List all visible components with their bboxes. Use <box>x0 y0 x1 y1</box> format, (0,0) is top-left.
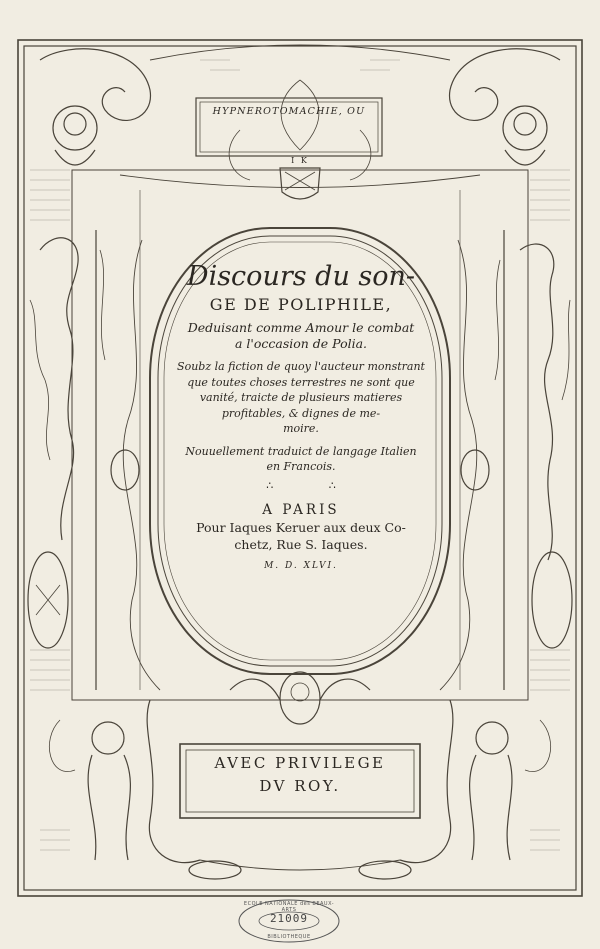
printer-monogram: I K <box>291 156 309 165</box>
description-line: que toutes choses terrestres ne sont que <box>187 375 415 389</box>
privilege-line: DV ROY. <box>259 777 341 795</box>
ornament-dots: ∴ ∴ <box>266 478 362 492</box>
library-stamp <box>237 898 341 944</box>
stamp-bottom-text: BIBLIOTHEQUE <box>267 934 311 940</box>
description-line: moire. <box>283 422 319 435</box>
subtitle-line2: a l'occasion de Polia. <box>234 336 368 351</box>
stamp-top-text: ECOLE NATIONALE des BEAUX-ARTS <box>243 901 335 913</box>
main-title-line2: GE DE POLIPHILE, <box>209 295 393 314</box>
subtitle-line1: Deduisant comme Amour le combat <box>187 320 415 335</box>
description-line: profitables, & dignes de me- <box>221 406 381 420</box>
place-name: A PARIS <box>262 501 340 518</box>
translation-line: en Francois. <box>266 460 336 473</box>
top-title: HYPNEROTOMACHIE, OU <box>212 106 366 117</box>
publisher-line: chetz, Rue S. Iaques. <box>234 536 368 552</box>
stamp-number: 21009 <box>269 912 309 925</box>
description-line: Soubz la fiction de quoy l'aucteur monstrant <box>177 360 425 373</box>
translation-line: Nouuellement traduict de langage Italien <box>185 444 417 458</box>
publisher-line: Pour Iaques Keruer aux deux Co- <box>196 519 406 535</box>
privilege-box <box>190 752 410 798</box>
date: M. D. XLVI. <box>264 560 338 571</box>
title-cartouche <box>176 262 426 573</box>
privilege-line: AVEC PRIVILEGE <box>214 754 386 772</box>
description-line: vanité, traicte de plusieurs matieres <box>199 391 403 404</box>
main-title-line1: Discours du son- <box>186 261 416 292</box>
